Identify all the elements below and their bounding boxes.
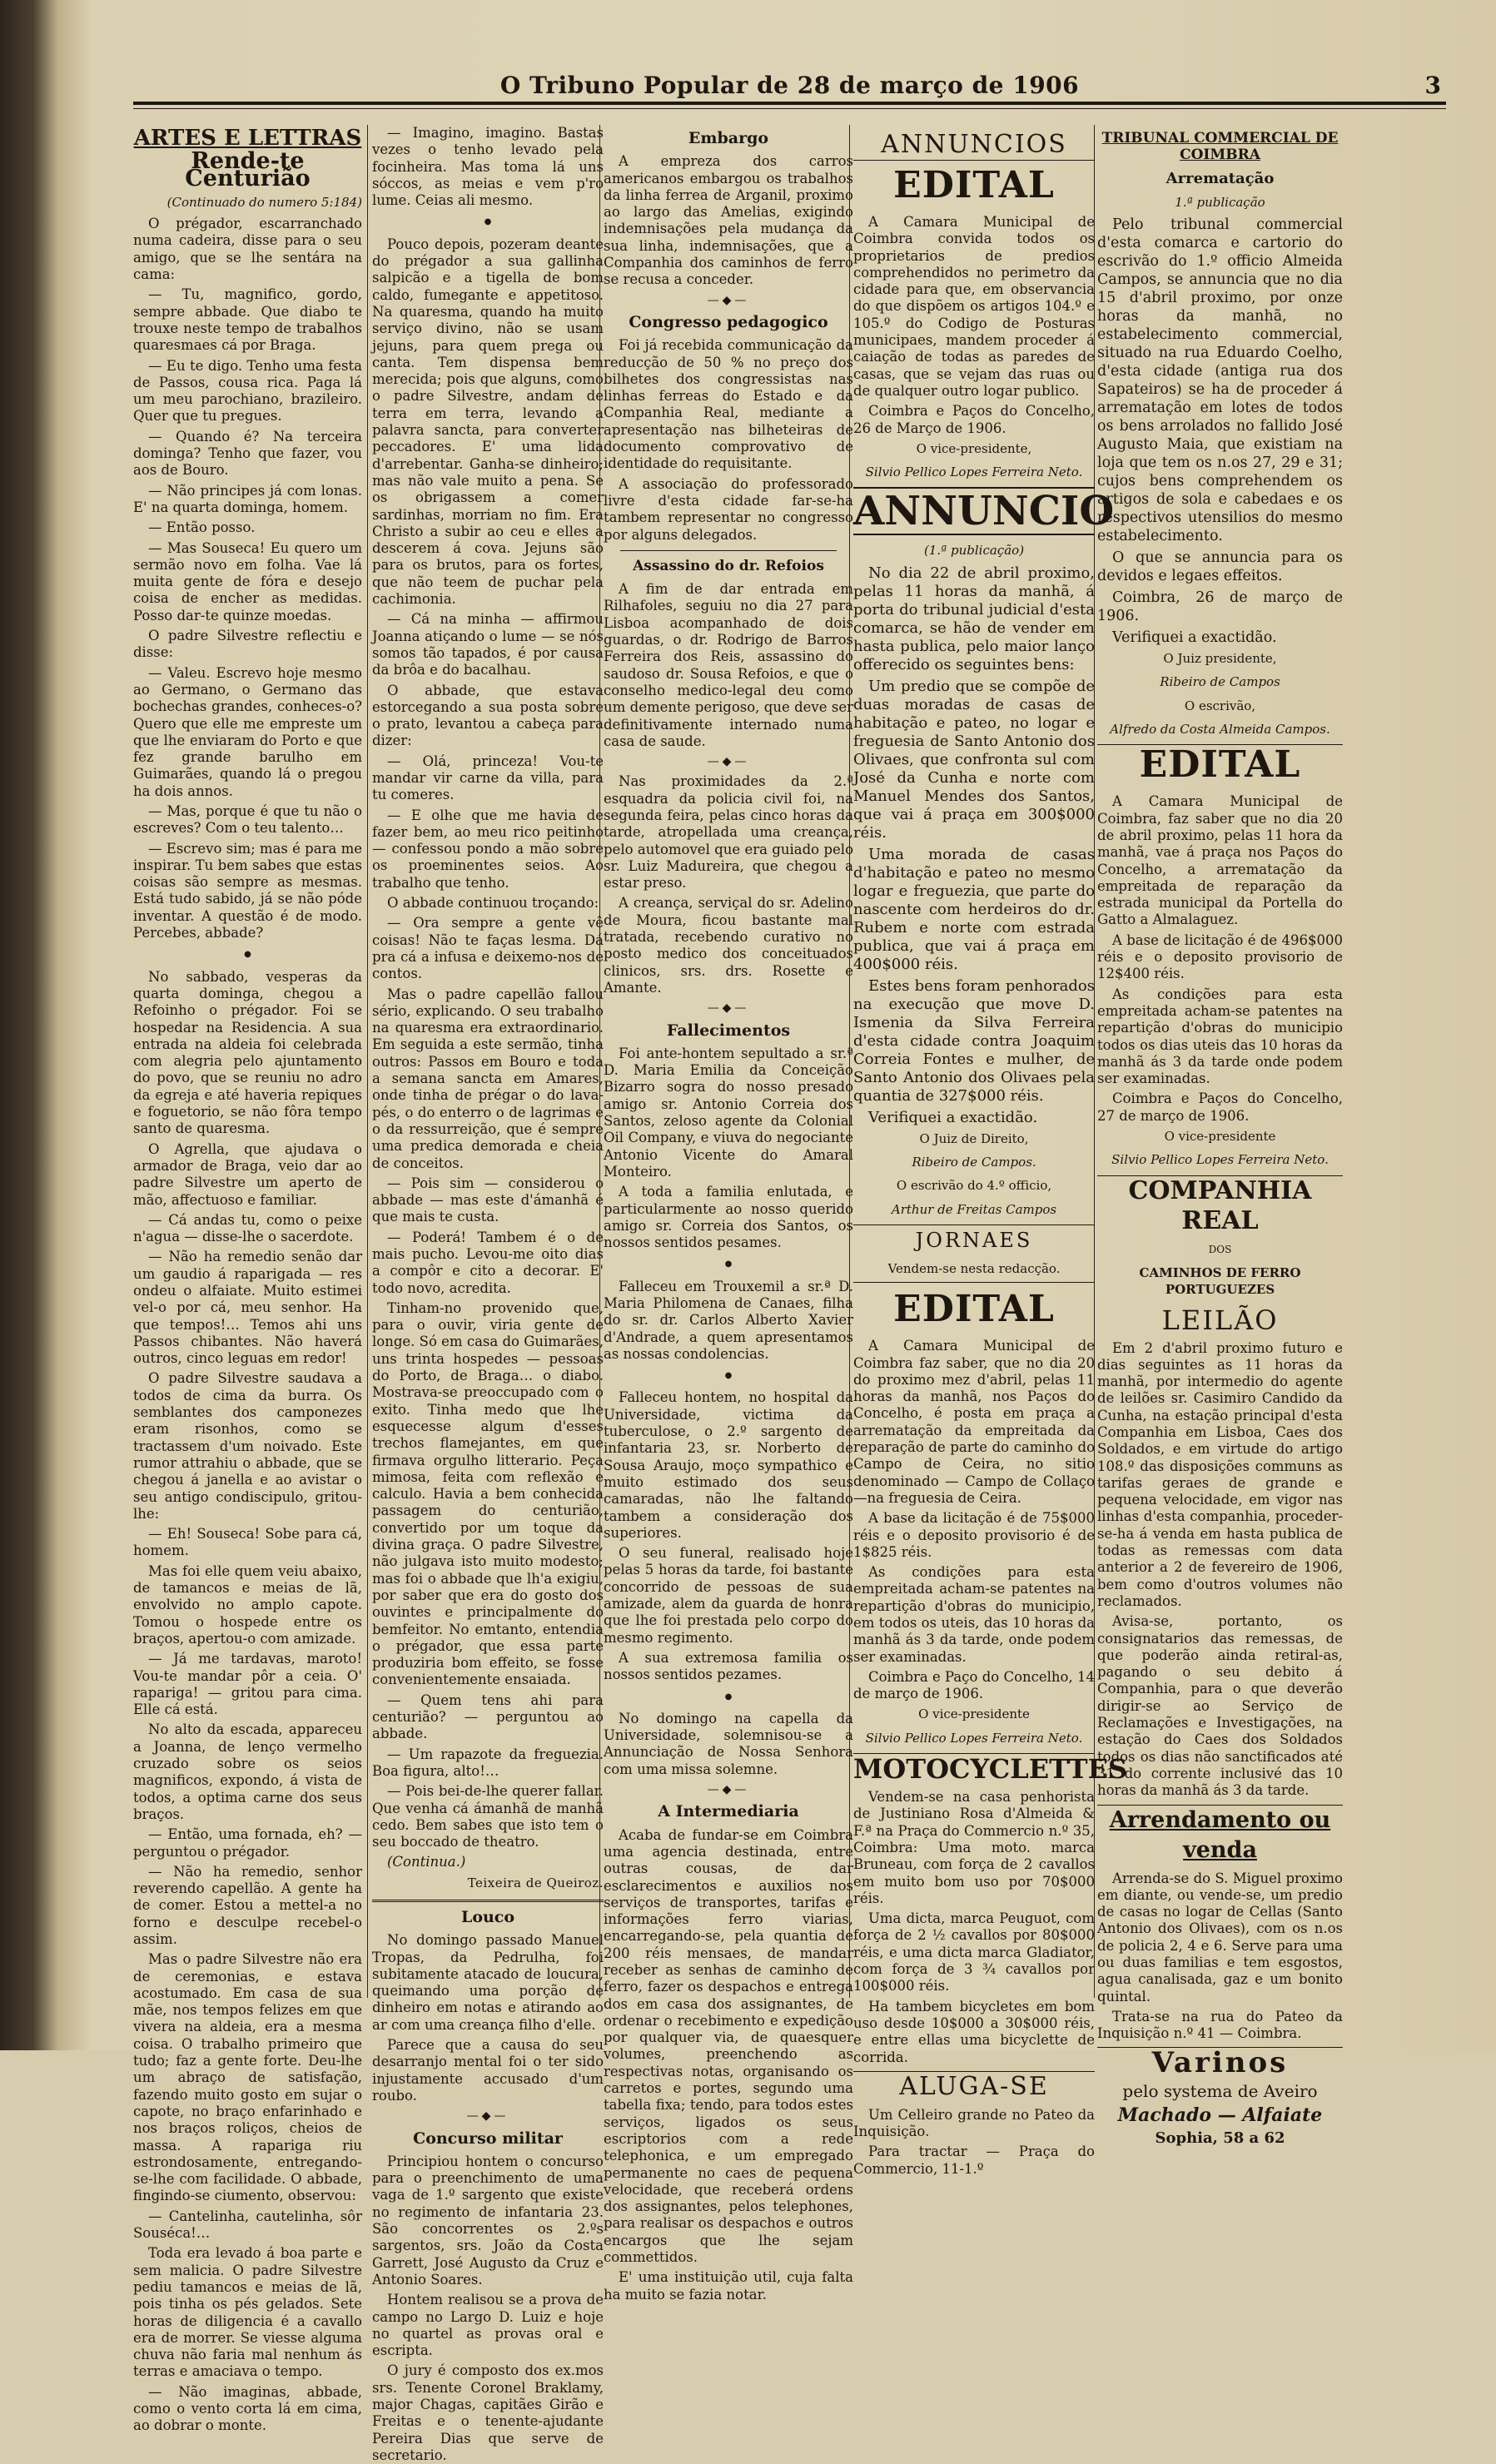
paragraph: A Camara Municipal de Coimbra, faz saber que no dia 20 de abril proximo, pelas 11 hora da manhã, vae á praça nos Paços do Concelho, a arrematação da empreitada de reparação da estrada municipal da Portella do Gatto a Almalaguez.: [1097, 793, 1343, 928]
paragraph: Coimbra e Paços do Concelho, 26 de Março de 1906.: [853, 403, 1095, 436]
companhia-dos: DOS: [1208, 1243, 1232, 1255]
paragraph: Um Celleiro grande no Pateo da Inquisição.: [853, 2106, 1095, 2140]
paragraph: O jury é composto dos ex.mos srs. Tenente Coronel Braklamy, major Chagas, capitães Girão e Freitas e o tenente-ajudante Pereira Dias que serve de secretario.: [372, 2362, 604, 2463]
paragraph: A toda a familia enlutada, e particularmente ao nosso querido amigo sr. Correia dos Santos, os nossos sentidos pesames.: [604, 1184, 853, 1251]
paragraph: Uma morada de casas d'habitação e pateo no mesmo logar e freguezia, que parte do nascente com herdeiros do dr. Rubem e norte com estrada publica, que vai á praça em 400$000 réis.: [853, 845, 1095, 973]
paragraph: Verifiquei a exactidão.: [1112, 629, 1277, 647]
paragraph: — Não ha remedio senão dar um gaudio á raparigada — res ondeu o alfaiate. Muito estimei vel-o por cá, meu senhor. Ha que tempos!… Temos ahi uns Passos chibantes. Não haverá outros, cinco leguas em redor!: [133, 1249, 362, 1367]
paragraph: Um predio que se compõe de duas moradas de casas de habitação e pateo, no logar e freguesia de Santo Antonio dos Olivaes, que confronta sul com José da Cunha e norte com Manuel Mendes dos Santos, que vai á praça em 300$000 réis.: [853, 677, 1095, 842]
paragraph: — Quem tens ahi para centurião? — perguntou ao abbade.: [372, 1692, 604, 1742]
bullet-separator: ●: [244, 950, 251, 960]
paragraph: — Não imaginas, abbade, como o vento corta lá em cima, ao dobrar o monte.: [133, 2383, 362, 2434]
paragraph: Em 2 d'abril proximo futuro e dias seguintes as 11 horas da manhã, por intermedio do agente de leilões sr. Casimiro Candido da Cunha, na estação principal d'esta Companhia em Lisboa, Caes dos Soldados, e em virtude do artigo 108.º das disposições communs as tarifas geraes de grande e pequena velocidade, em vigor nas linhas d'esta companhia, proceder-se-ha á venda em hasta publica de todas as remessas com data anterior a 2 de fevereiro de 1906, bem como d'outros volumes não reclamados.: [1097, 1339, 1343, 1609]
companhia-title: COMPANHIA REAL: [1097, 1175, 1343, 1236]
paragraph: A creança, serviçal do sr. Adelino de Moura, ficou bastante mal tratada, recebendo curativo no posto medico dos conceituados clinicos, srs. drs. Rosette e Amante.: [604, 895, 853, 996]
paragraph: Foi já recebida communicação da reducção de 50 % no preço dos bilhetes dos congressistas nas linhas ferreas do Estado e da Companhia Real, mediante a apresentação nas bilheteiras de documento comprovativo de identidade do requisitante.: [604, 337, 853, 472]
tailor-address: Sophia, 58 a 62: [1155, 2129, 1285, 2148]
paragraph: No dia 22 de abril proximo, pelas 11 horas da manhã, á porta do tribunal judicial d'esta comarca, se hão de vender em hasta publica, pelo maior lanço offerecido os seguintes bens:: [853, 564, 1095, 673]
signature-role: O vice-presidente,: [916, 440, 1032, 456]
paragraph: Pelo tribunal commercial d'esta comarca e cartorio do escrivão do 1.º officio Almeida Campos, se annuncia que no dia 15 d'abril proximo, por onze horas da manhã, no estabelecimento commercial, situado na rua Eduardo Coelho, d'esta cidade (antiga rua dos Sapateiros) se ha de proceder á arrematação em lotes de todos os bens arrolados no fallido José Augusto Maia, que existiam na loja que tem os n.os 27, 29 e 31; cujos bens comprehendem os artigos de sola e cabedaes e os respectivos utensilios do mesmo estabelecimento.: [1097, 216, 1343, 545]
column-1: [133, 125, 362, 2434]
paragraph: — Não principes já com lonas. E' na quarta dominga, homem.: [133, 482, 362, 515]
paragraph: Falleceu em Trouxemil a sr.ª D. Maria Philomena de Canaes, filha do sr. dr. Carlos Alberto Xavier d'Andrade, a quem apresentamos as nossas condolencias.: [604, 1278, 853, 1362]
continued-note: (Continuado do numero 5:184): [166, 194, 362, 210]
paragraph: A empreza dos carros americanos embargou os trabalhos da linha ferrea de Arganil, proximo ao largo das Amelias, exigindo indemnisações pela mudança da sua linha, indemnisações, que a Companhia dos caminhos de ferro se recusa a conceder.: [604, 153, 853, 288]
paragraph: Pouco depois, pozeram deante do prégador a sua gallinha salpicão e a tigella de bom caldo, fumegante e appetitoso. Na quaresma, quando ha muito serviço divino, não se usam jejuns, para quem prega ou canta. Tem dispensa bem merecida; pois que alguns, como o padre Silvestre, andam de terra em terra, levando a palavra sancta, para converter peccadores. E' uma lida d'arrebentar. Ganha-se dinheiro; mas não vale muito a pena. Se os obrigassem a comer sardinhas, morriam no fim. Era Christo a subir ao ceu e elles a descerem á cova. Jejuns são para os brutos, para os fortes, que não teem de puchar pela cachimonia.: [372, 236, 604, 608]
continued-label: (Continua.): [387, 1854, 466, 1870]
signature-name: Silvio Pellico Lopes Ferreira Neto.: [865, 1730, 1083, 1746]
article-title: Fallecimentos: [666, 1021, 791, 1040]
paragraph: O Agrella, que ajudava o armador de Braga, veio dar ao padre Silvestre um aperto de mão, affectuoso e familiar.: [133, 1140, 362, 1208]
paragraph: Nas proximidades da 2.ª esquadra da policia civil foi, na segunda feira, pelas cinco horas da tarde, atropellada uma creança, pelo automovel que era guiado pelo sr. Luiz Madureira, que chegou a estar preso.: [604, 773, 853, 892]
paragraph: Estes bens foram penhorados na execução que move D. Ismenia da Silva Ferreira d'esta cidade contra Joaquim Correia Fontes e mulher, de Santo Antonio dos Olivaes pela quantia de 327$000 réis.: [853, 976, 1095, 1105]
announcements-heading: ANNUNCIOS: [853, 130, 1095, 161]
paragraph: — Imagino, imagino. Bastas vezes o tenho levado pela focinheira. Mas toma lá uns sóccos, as meias e vem p'ro lume. Ceias ali mesmo.: [372, 125, 604, 209]
rule: [620, 550, 837, 551]
publication-note: 1.ª publicação: [1175, 194, 1265, 210]
article-title: Congresso pedagogico: [629, 312, 828, 331]
paragraph: — E olhe que me havia de fazer bem, ao meu rico peitinho — confessou pondo a mão sobre os proeminentes seios. Ao trabalho que tenho.: [372, 807, 604, 891]
companhia-subtitle: CAMINHOS DE FERRO PORTUGUEZES: [1139, 1264, 1301, 1298]
paragraph: — Mas, porque é que tu não o escreves? Com o teu talento…: [133, 802, 362, 837]
ornament-separator: —◆—: [707, 1001, 750, 1016]
paragraph: Mas foi elle quem veiu abaixo, de tamancos e meias de lã, envolvido no amplo capote. Tomou o hospede entre os braços, apertou-o com amizade.: [133, 1562, 362, 1647]
paragraph: Mas o padre Silvestre não era de ceremonias, e estava acostumado. Em casa de sua mãe, nos tempos felizes em que vivera na aldeia, era a mesma coisa. O trabalho primeiro que tudo; faz a gente forte. Deu-lhe um abraço de satisfação, fazendo muito gosto em sujar o capote, no braço enfarinhado e nos braços roliços, cheios de massa. A rapariga riu estrondosamente, entregando-se-lhe com facilidade. O abbade, fingindo-se ciumento, observou:: [133, 1951, 362, 2204]
paragraph: Coimbra e Paços do Concelho, 27 de março de 1906.: [1097, 1090, 1343, 1124]
paragraph: O padre Silvestre saudava a todos de cima da burra. Os semblantes dos camponezes eram risonhos, como se tractassem d'um noivado. Este rumor attrahiu o abbade, que se chegou á janella e ao avistar o seu antigo condiscipulo, gritou-lhe:: [133, 1370, 362, 1522]
section-heading: ARTES E LETTRAS: [133, 126, 362, 151]
publication-note: (1.ª publicação): [923, 543, 1025, 559]
paragraph: Arrenda-se do S. Miguel proximo em diante, ou vende-se, um predio de casas no logar de Cellas (Santo Antonio dos Olivaes), com os n.os de policia 2, 4 e 6. Serve para uma ou duas familias e tem esgostos, agua canalisada, gaz e um bonito quintal.: [1097, 1870, 1343, 2004]
paragraph: Tinham-no provenido que, para o ouvir, viria gente de longe. Só em casa do Guimarães, uns trinta hospedes — pessoas do Porto, de Braga… o diabo. Mostrava-se preoccupado com o exito. Tinha medo que lhe esquecesse algum d'esses trechos flamejantes, em que firmava orgulho litterario. Peça mimosa, feita com reflexão e calculo. Havia a bem conhecida passagem do centurião, convertido por um toque da divina graça. O padre Silvestre, não julgava isto muito modesto; mas foi o abbade que lh'a exigiu, por saber que era do gosto dos ouvintes e principalmente do bemfeitor. No emtanto, entendia o prégador, que essa parte produziria bom effeito, se fosse convenientemente ensaiada.: [372, 1299, 604, 1688]
paragraph: — Tu, magnifico, gordo, sempre abbade. Que diabo te trouxe neste tempo de trabalhos quaresmaes cá por Braga.: [133, 286, 362, 354]
page-number: 3: [1424, 72, 1441, 99]
paragraph: Trata-se na rua do Pateo da Inquisição n.º 41 — Coimbra.: [1097, 2008, 1343, 2042]
signature-name: Silvio Pellico Lopes Ferreira Neto.: [1111, 1152, 1329, 1168]
jornaes-note: Vendem-se nesta redacção.: [853, 1260, 1095, 1283]
paragraph: A base da licitação é de 75$000 réis e o deposito provisorio é de 1$825 réis.: [853, 1510, 1095, 1560]
paragraph: Principiou hontem o concurso para o preenchimento de uma vaga de 1.º sargento que existe no regimento de infantaria 23. São concorrentes os 2.ºs sargentos, srs. João da Costa Garrett, José Augusto da Cruz e Antonio Soares.: [372, 2153, 604, 2288]
paragraph: O que se annuncia para os devidos e legaes effeitos.: [1097, 549, 1343, 585]
paragraph: O abbade, que estava estorcegando a sua posta sobre o prato, levantou a cabeça para dizer:: [372, 682, 604, 749]
ornament-separator: —◆—: [707, 755, 750, 769]
paragraph: Acaba de fundar-se em Coimbra uma agencia destinada, entre outras cousas, de dar esclarecimentos e auxilios nos serviços de transportes, tarifas e informações ferro viarias, encarregando-se, pela quantia de 200 réis mensaes, de mandar receber as senhas de caminho de ferro, fazer os despachos e entrega dos em casa dos assignantes, de ordenar o recebimento e expedição por qualquer via, de quaesquer volumes, preenchendo as respectivas notas, organisando os carretos e portes, segundo uma tabella fixa; tendo, para todos estes serviços, ligados os seus escriptorios com a rede telephonica, e um empregado permanente no caes de pequena velocidade, que receberá ordens dos assignantes, pelos telephones, para realisar os despachos e outros encargos que lhe sejam commettidos.: [604, 1826, 853, 2266]
tribunal-title: TRIBUNAL COMMERCIAL DE COIMBRA: [1101, 130, 1339, 164]
paragraph: Avisa-se, portanto, os consignatarios das remessas, de que poderão ainda retiral-as, pagando o seu debito á Companhia, para o que deverão dirigir-se ao Serviço de Reclamações e Investigações, na estação do Caes dos Soldados todos os dias não sanctificados até 31 do corrente inclusivé das 10 horas da manhã ás 3 da tarde.: [1097, 1613, 1343, 1799]
masthead-rule: [133, 102, 1446, 105]
paragraph: No sabbado, vesperas da quarta dominga, chegou a Refoinho o prégador. Foi se hospedar na Residencia. A sua entrada na aldeia foi celebrada com alegria pelo ajuntamento do povo, que se reuniu no adro da egreja e até haveria repiques e foguetorio, se não fôra tempo santo de quaresma.: [133, 968, 362, 1137]
paragraph: — Já me tardavas, maroto! Vou-te mandar pôr a ceia. O' rapariga! — gritou para cima. Elle cá está.: [133, 1651, 362, 1718]
signature-name: Ribeiro de Campos.: [912, 1155, 1036, 1170]
column-2: [372, 125, 604, 2463]
varinos-title: Varinos: [1097, 2047, 1343, 2078]
paragraph: O seu funeral, realisado hoje pelas 5 horas da tarde, foi bastante concorrido de pessoas de sua amizade, alem da guarda de honra que lhe foi prestada pelo corpo do mesmo regimento.: [604, 1545, 853, 1646]
paragraph: — Então, uma fornada, eh? — perguntou o prégador.: [133, 1826, 362, 1860]
paragraph: — Pois bei-de-lhe querer fallar. Que venha cá ámanhã de manhã cedo. Bem sabes que isto tem o seu boccado de theatro.: [372, 1783, 604, 1850]
paragraph: — Cá na minha — affirmou Joanna atiçando o lume — se nós somos tão tapados, é por causa da brôa e do bacalhau.: [372, 611, 604, 678]
edital-title: EDITAL: [1097, 744, 1343, 785]
paragraph: O padre Silvestre reflectiu e disse:: [133, 628, 362, 661]
paragraph: Parece que a causa do seu desarranjo mental foi o ter sido injustamente accusado d'um roubo.: [372, 2037, 604, 2104]
signature-name: Silvio Pellico Lopes Ferreira Neto.: [865, 464, 1083, 480]
paragraph: — Um rapazote da freguezia. Boa figura, alto!…: [372, 1746, 604, 1779]
paragraph: A associação do professorado livre d'esta cidade far-se-ha tambem representar no congresso por alguns delegados.: [604, 475, 853, 543]
paragraph: Toda era levado á boa parte e sem malicia. O padre Silvestre pediu tamancos e meias de lã, pois tinha os pés gelados. Sete horas de diligencia é a cavallo era de morrer. Se viesse alguma chuva não faria mal nenhum ás terras e amaciava o tempo.: [133, 2245, 362, 2380]
signature-role: O vice-presidente: [918, 1706, 1030, 1722]
paragraph: A sua extremosa familia os nossos sentidos pezames.: [604, 1649, 853, 1683]
paragraph: Foi ante-hontem sepultado a sr.ª D. Maria Emilia da Conceição Bizarro sogra do nosso presado amigo sr. Antonio Correia dos Santos, zeloso agente da Colonial Oil Company, e viuva do negociante Antonio Vicente do Amaral Monteiro.: [604, 1045, 853, 1180]
signature-name: Alfredo da Costa Almeida Campos.: [1110, 722, 1330, 738]
signature-name: Ribeiro de Campos: [1160, 674, 1280, 690]
paragraph: No domingo na capella da Universidade, solemnisou-se a Annunciação de Nossa Senhora com uma missa solemne.: [604, 1710, 853, 1777]
paragraph: Hontem realisou se a prova de campo no Largo D. Luiz e hoje no quartel as provas oral e escripta.: [372, 2292, 604, 2359]
article-title: Embargo: [688, 129, 769, 147]
varinos-subtitle: pelo systema de Aveiro: [1122, 2081, 1318, 2102]
bullet-separator: ●: [484, 217, 492, 227]
paragraph: Coimbra e Paço do Concelho, 14 de março de 1906.: [853, 1668, 1095, 1702]
bullet-separator: ●: [724, 1371, 733, 1381]
paragraph: — Eh! Souseca! Sobe para cá, homem.: [133, 1526, 362, 1559]
paragraph: — Cá andas tu, como o peixe n'agua — disse-lhe o sacerdote.: [133, 1211, 362, 1245]
paragraph: A fim de dar entrada em Rilhafoles, seguiu no dia 27 para Lisboa acompanhado de dois guardas, o dr. Rodrigo de Barros Ferreira dos Reis, assassino do saudoso dr. Sousa Refoios, e que o conselho medico-legal deu como um demente perigoso, que deve ser definitivamente internado numa casa de saude.: [604, 581, 853, 749]
paragraph: O prégador, escarranchado numa cadeira, disse para o seu amigo, que se lhe sentára na cama:: [133, 216, 362, 283]
paragraph: — Mas Souseca! Eu quero um sermão novo em folha. Vae lá muita gente de fóra e desejo coisa de encher as medidas. Posso dar-te quinze moedas.: [133, 539, 362, 623]
signature-role: O vice-presidente: [1164, 1129, 1276, 1145]
motocyclettes-title: MOTOCYCLETTES: [853, 1753, 1128, 1786]
paragraph: A Camara Municipal de Coimbra convida todos os proprietarios de predios comprehendidos no perimetro da cidade para que, em observancia do que dispõem os artigos 104.º e 105.º do Codigo de Posturas municipaes, mandem proceder á caiação de todas as paredes de casas, que se vejam das ruas ou de qualquer outro logar publico.: [853, 214, 1095, 399]
edital-title: EDITAL: [893, 1288, 1055, 1331]
paragraph: Ha tambem bicycletes em bom uso desde 10$000 a 30$000 réis, e entre ellas uma bicyclette de corrida.: [853, 1998, 1095, 2065]
paragraph: O abbade continuou troçando:: [387, 895, 599, 912]
paragraph: — Olá, princeza! Vou-te mandar vir carne da villa, para tu comeres.: [372, 753, 604, 803]
column-3: [604, 125, 853, 2303]
signature-role: O escrivão,: [1184, 698, 1256, 713]
ornament-separator: —◆—: [466, 2109, 509, 2124]
signature-name: Arthur de Freitas Campos: [891, 1201, 1057, 1217]
masthead-rule-thin: [133, 108, 1446, 109]
signature-role: O Juiz de Direito,: [919, 1130, 1029, 1146]
signature-role: O escrivão do 4.º officio,: [896, 1178, 1052, 1194]
paragraph: Mas o padre capellão fallou sério, explicando. O seu trabalho na quaresma era extraordinario. Em seguida a este sermão, tinha outros: Passos em Bouro e toda a semana sancta em Amares, onde tinha de prégar o do lava-pés, o do enterro o de lagrimas e o da ressurreição, que é sempre uma predica demorada e cheia de conceitos.: [372, 986, 604, 1171]
paragraph: — Quando é? Na terceira dominga? Tenho que fazer, vou aos de Bouro.: [133, 428, 362, 479]
paragraph: — Então posso.: [148, 519, 256, 536]
article-title: Concurso militar: [413, 2129, 563, 2148]
ornament-separator: —◆—: [707, 1783, 750, 1797]
paragraph: Falleceu hontem, no hospital da Universidade, victima da tuberculose, o 2.º sargento de infantaria 23, sr. Norberto de Sousa Araujo, moço sympathico e muito estimado dos seus camaradas, não lhe faltando tambem a consideração dos superiores.: [604, 1389, 853, 1541]
paragraph: — Poderá! Tambem é o de mais pucho. Levou-me oito dias a compôr e cito a decorar. E' todo novo, acredita.: [372, 1229, 604, 1296]
article-title: Louco: [460, 1907, 515, 1926]
paragraph: Coimbra, 26 de março de 1906.: [1097, 589, 1343, 625]
paragraph: Para tractar — Praça do Commercio, 11-1.º: [853, 2144, 1095, 2177]
paragraph: Vendem-se na casa penhorista de Justiniano Rosa d'Almeida & F.ª na Praça do Commercio n.º 35, Coimbra: Uma moto. marca Bruneau, com força de 2 cavallos em muito bom uso por 70$000 réis.: [853, 1789, 1095, 1906]
paragraph: — Cantelinha, cautelinha, sôr Souséca!…: [133, 2208, 362, 2242]
column-divider: [367, 125, 368, 1998]
column-4: [853, 125, 1128, 2177]
paragraph: As condições para esta empreitada acham-se patentes na repartição d'obras do municipio, em todos os uteis, das 10 horas da manhã ás 3 da tarde, onde podem ser examinadas.: [853, 1564, 1095, 1665]
ornament-separator: —◆—: [707, 293, 750, 307]
article-title: A Intermediaria: [658, 1802, 799, 1821]
paragraph: A base de licitação é de 496$000 réis e o deposito provisorio de 12$400 réis.: [1097, 931, 1343, 982]
edital-title: EDITAL: [893, 164, 1055, 206]
article-title: Assassino do dr. Refoios: [633, 557, 824, 574]
paragraph: Verifiquei a exactidão.: [868, 1108, 1038, 1126]
paragraph: — Não ha remedio, senhor reverendo capellão. A gente ha de comer. Estou a mettel-a no forno e desculpe recebel-o assim.: [133, 1863, 362, 1947]
author-signature: Teixeira de Queiroz.: [467, 1875, 604, 1890]
paragraph: — Pois sim — considerou o abbade — mas este d'ámanhã é que mais te custa.: [372, 1175, 604, 1225]
annuncio-title: ANNUNCIO: [853, 488, 1115, 535]
aluga-se-title: ALUGA-SE: [853, 2071, 1095, 2102]
paragraph: — Ora sempre a gente vê coisas! Não te faças lesma. Dá pra cá a infusa e deixemo-nos de contos.: [372, 915, 604, 982]
signature-role: O Juiz presidente,: [1163, 651, 1277, 667]
paragraph: — Eu te digo. Tenho uma festa de Passos, cousa rica. Paga lá um meu parochiano, brazileiro. Quer que tu pregues.: [133, 357, 362, 425]
column-5: [1097, 125, 1343, 2148]
double-rule: [372, 1900, 604, 1902]
article-title: Rende-te Centurião: [185, 148, 311, 191]
paragraph: — Escrevo sim; mas é para me inspirar. Tu bem sabes que estas coisas são sempre as mesmas. Está tudo sabido, já se não póde inventar. A questão é de modo. Percebes, abbade?: [133, 840, 362, 941]
paragraph: No alto da escada, appareceu a Joanna, de lenço vermelho cruzado sobre os seios magnificos, expondo, á vista de todos, a optima carne dos seus braços.: [133, 1721, 362, 1822]
paragraph: No domingo passado Manuel Tropas, da Pedrulha, foi subitamente atacado de loucura, queimando uma porção de dinheiro em notas e atirando ao ar com uma creança filho d'elle.: [372, 1932, 604, 2033]
paragraph: Uma dicta, marca Peuguot, com força de 2 ½ cavallos por 80$000 réis, e uma dicta marca Gladiator, com força de 3 ¾ cavallos por 100$000 réis.: [853, 1910, 1095, 1995]
arrematacao-title: Arrematação: [1165, 169, 1275, 187]
paragraph: As condições para esta empreitada acham-se patentes na repartição d'obras do municipio todos os dias uteis das 10 horas da manhã ás 3 da tarde onde podem ser examinadas.: [1097, 986, 1343, 1087]
paragraph: A Camara Municipal de Coimbra faz saber, que no dia 20 do proximo mez d'abril, pelas 11 horas da manhã, nos Paços do Concelho, é posta em praça a arrematação da empreitada da reparação de parte do caminho do Campo de Ceira, no sitio denominado — Campo de Collaço—na freguesia de Ceira.: [853, 1338, 1095, 1506]
bullet-separator: ●: [724, 1692, 733, 1701]
jornaes-title: JORNAES: [853, 1225, 1095, 1255]
tailor-name: Machado — Alfaiate: [1117, 2104, 1323, 2126]
newspaper-title: O Tribuno Popular de 28 de março de 1906: [499, 72, 1080, 99]
bullet-separator: ●: [724, 1259, 733, 1269]
arrendamento-title: Arrendamento ou venda: [1097, 1805, 1343, 1865]
masthead: [133, 72, 1446, 108]
paragraph: — Valeu. Escrevo hoje mesmo ao Germano, o Germano das bochechas grandes, conheces-o? Quero que elle me empreste um que lhe enviaram do Porto e que fez grande barulho em Guimarães, quando lá o pregou ha dois annos.: [133, 664, 362, 799]
leilao-title: LEILÃO: [1161, 1304, 1279, 1336]
paragraph: E' uma instituição util, cuja falta ha muito se fazia notar.: [604, 2269, 853, 2303]
